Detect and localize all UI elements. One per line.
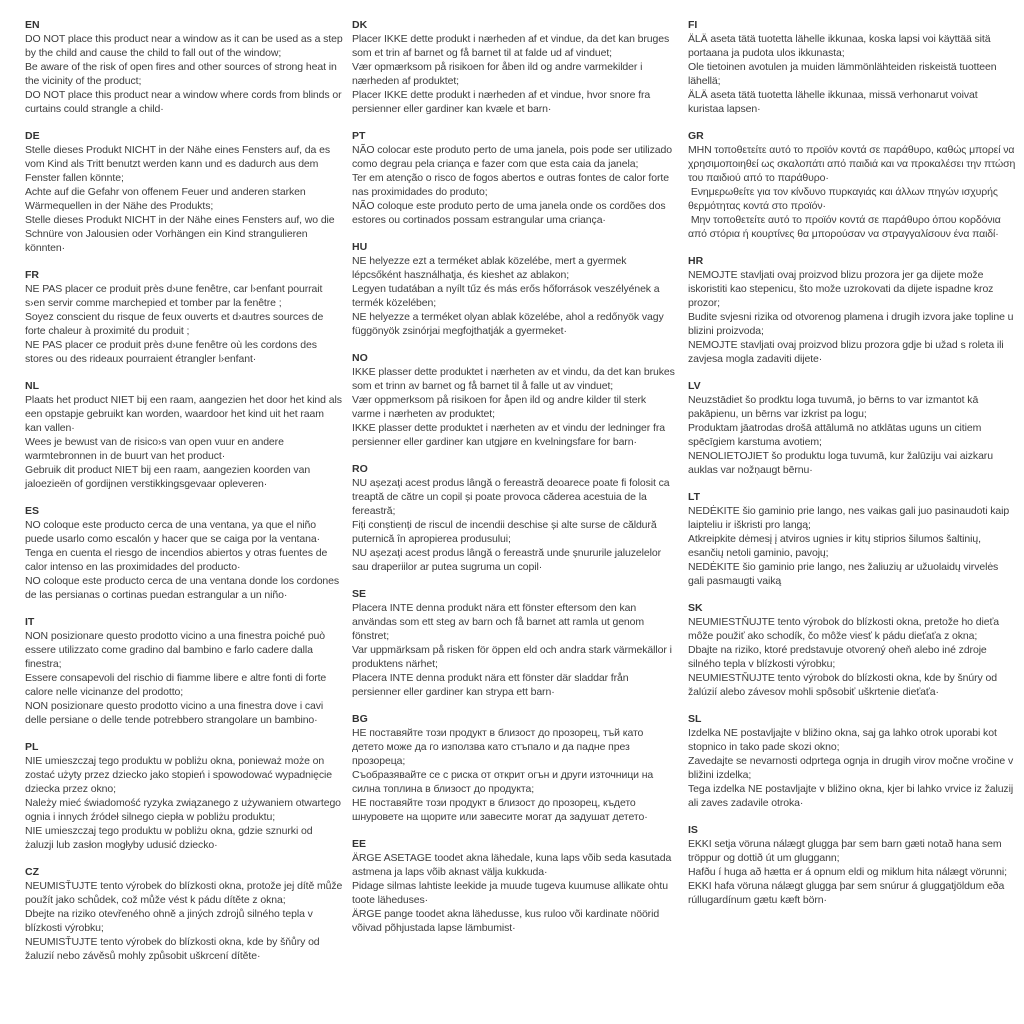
warning-paragraph: Tenga en cuenta el riesgo de incendios abiertos y otras fuentes de calor intenso en las proximidades del producto· xyxy=(25,547,331,573)
language-section xyxy=(352,587,677,699)
warning-paragraph: Vær oppmerksom på risikoen for åpen ild og andre kilder til sterk varme i nærheten av produktet; xyxy=(352,394,649,420)
language-section xyxy=(25,615,343,727)
language-section xyxy=(352,240,677,338)
warning-paragraph: Fiți conștienți de riscul de incendii deschise și alte surse de căldură puternică în apropierea produsului; xyxy=(352,519,660,545)
language-section xyxy=(352,351,677,449)
language-code-heading: LV xyxy=(688,380,701,392)
warning-paragraph: NU așezați acest produs lângă o fereastră deoarece poate fi folosit ca treaptă de către un copil și poate provoca căderea acestuia de la fereastră; xyxy=(352,477,673,517)
warning-paragraph: Neuzstādiet šo prodktu loga tuvumā, jo bērns to var izmantot kā pakāpienu, un bērns var izkrist pa logu; xyxy=(688,394,982,420)
warning-paragraph: DO NOT place this product near a window as it can be used as a step by the child and cause the child to fall out of the window; xyxy=(25,33,346,59)
warnings-column-right xyxy=(688,18,1019,920)
warning-paragraph: NON posizionare questo prodotto vicino a una finestra poiché può essere utilizzato come gradino dal bambino e farlo cadere dalla finestra; xyxy=(25,630,328,670)
warning-paragraph: Zavedajte se nevarnosti odprtega ognja in drugih virov močne vročine v bližini izdelka; xyxy=(688,755,1016,781)
language-code-heading: EN xyxy=(25,19,40,31)
language-section xyxy=(25,129,343,255)
warnings-column-left xyxy=(25,18,346,976)
language-code-heading: DK xyxy=(352,19,368,31)
warning-paragraph: NE PAS placer ce produit près d›une fenêtre où les cordons des stores ou des rideaux pourraient étrangler l›enfant· xyxy=(25,339,320,365)
warning-paragraph: IKKE plasser dette produktet i nærheten av et vindu, da det kan brukes som et trinn av barnet og få barnet til å falle ut av vinduet; xyxy=(352,366,678,392)
language-code-heading: IT xyxy=(25,616,35,628)
warning-paragraph: ÄRGE pange toodet akna lähedusse, kus ruloo või kardinate nöörid võivad põhjustada lapse lämbumist· xyxy=(352,908,662,934)
warning-paragraph: Tega izdelka NE postavljajte v bližino okna, kjer bi lahko vrvice iz žaluzij ali zaves zadavile otroka· xyxy=(688,783,1016,809)
language-section xyxy=(352,462,677,574)
warning-paragraph: Stelle dieses Produkt NICHT in der Nähe eines Fensters auf, da es vom Kind als Tritt benutzt werden kann und es dadurch aus dem Fenster fallen könnte; xyxy=(25,144,333,184)
warning-paragraph: NEDĖKITE šio gaminio prie lango, nes žaliuzių ar užuolaidų virvelės gali pasmaugti vaiką xyxy=(688,561,1002,587)
warning-paragraph: Var uppmärksam på risken för öppen eld och andra stark värmekällor i produktens närhet; xyxy=(352,644,675,670)
language-code-heading: HR xyxy=(688,255,704,267)
language-code-heading: FR xyxy=(25,269,39,281)
language-code-heading: PT xyxy=(352,130,366,142)
warning-paragraph: NEUMISŤUJTE tento výrobek do blízkosti okna, protože jej dítě může použít jako schůdek, což může vést k pádu dítěte z okna; xyxy=(25,880,346,906)
warning-paragraph: Hafðu í huga að hætta er á opnum eldi og miklum hita nálægt vörunni; xyxy=(688,866,1007,878)
language-section xyxy=(688,823,1016,907)
warning-paragraph: NO coloque este producto cerca de una ventana, ya que el niño puede usarlo como escalón y hacer que se caiga por la ventana· xyxy=(25,519,320,545)
warning-paragraph: Ter em atenção o risco de fogos abertos e outras fontes de calor forte nas proximidades do produto; xyxy=(352,172,672,198)
warning-paragraph: Pidage silmas lahtiste leekide ja muude tugeva kuumuse allikate ohtu toote läheduses· xyxy=(352,880,671,906)
language-section xyxy=(688,379,1016,477)
warning-paragraph: Placera INTE denna produkt nära ett fönster där sladdar från persienner eller gardiner kan strypa ett barn· xyxy=(352,672,632,698)
warning-paragraph: Achte auf die Gefahr von offenem Feuer und anderen starken Wärmequellen in der Nähe des Produkts; xyxy=(25,186,309,212)
warning-paragraph: Μην τοποθετείτε αυτό το προϊόν κοντά σε παράθυρο όπου κορδόνια από στόρια ή κουρτίνες θα μπορούσαν να στραγγαλίσουν ένα παιδί· xyxy=(688,214,1004,240)
language-code-heading: GR xyxy=(688,130,704,142)
warning-paragraph: Gebruik dit product NIET bij een raam, aangezien koorden van jaloezieën of gordijnen verstikkingsgevaar opleveren· xyxy=(25,464,313,490)
warning-paragraph: IKKE plasser dette produktet i nærheten av et vindu der ledninger fra persienner eller gardiner kan utgjøre en kvelningsfare for barn· xyxy=(352,422,668,448)
language-code-heading: RO xyxy=(352,463,368,475)
language-code-heading: BG xyxy=(352,713,368,725)
language-section xyxy=(688,490,1016,588)
warning-paragraph: ΜΗΝ τοποθετείτε αυτό το προϊόν κοντά σε παράθυρο, καθώς μπορεί να χρησιμοποιηθεί ως σκαλοπάτι από παιδιά και να προκαλέσει την πτώση του παιδιού από το παράθυρο· xyxy=(688,144,1019,184)
language-section xyxy=(25,18,346,116)
language-code-heading: CZ xyxy=(25,866,39,878)
language-section xyxy=(688,254,1016,366)
warnings-column-middle xyxy=(352,18,677,948)
language-code-heading: LT xyxy=(688,491,701,503)
language-section xyxy=(352,18,677,116)
language-code-heading: DE xyxy=(25,130,40,142)
language-section xyxy=(25,504,343,602)
warning-paragraph: EKKI setja vöruna nálægt glugga þar sem barn gæti notað hana sem tröppur og dottið út um gluggann; xyxy=(688,838,1005,864)
warning-paragraph: Legyen tudatában a nyílt tűz és más erős hőforrások veszélyének a termék közelében; xyxy=(352,283,663,309)
warning-paragraph: NÃO coloque este produto perto de uma janela onde os cordões dos estores ou cortinados possam estrangular uma criança· xyxy=(352,200,669,226)
warning-paragraph: Wees je bewust van de risico›s van open vuur en andere warmtebronnen in de buurt van het product· xyxy=(25,436,287,462)
warning-paragraph: ÄLÄ aseta tätä tuotetta lähelle ikkunaa, koska lapsi voi käyttää sitä portaana ja pudota ulos ikkunasta; xyxy=(688,33,994,59)
language-code-heading: NL xyxy=(25,380,39,392)
warning-paragraph: NIE umieszczaj tego produktu w pobliżu okna, gdzie sznurki od żaluzji lub zasłon mogłyby udusić dziecko· xyxy=(25,825,316,851)
language-code-heading: HU xyxy=(352,241,368,253)
warning-paragraph: Budite svjesni rizika od otvorenog plamena i drugih izvora jake topline u blizini proizvoda; xyxy=(688,311,1017,337)
warning-paragraph: Produktam jāatrodas drošā attālumā no atklātas uguns un citiem spēcīgiem karstuma avotiem; xyxy=(688,422,985,448)
language-code-heading: FI xyxy=(688,19,698,31)
language-section xyxy=(352,129,677,227)
warning-paragraph: Stelle dieses Produkt NICHT in der Nähe eines Fensters auf, wo die Schnüre von Jalousien oder Vorhängen ein Kind strangulieren könnten· xyxy=(25,214,338,254)
language-section xyxy=(25,740,343,852)
language-section xyxy=(25,865,346,963)
warning-paragraph: NEUMISŤUJTE tento výrobek do blízkosti okna, kde by šňůry od žaluzií nebo závěsů mohly způsobit uškrcení dítěte· xyxy=(25,936,323,962)
warning-paragraph: NÃO colocar este produto perto de uma janela, pois pode ser utilizado como degrau pela criança e fazer com que esta caia da janela; xyxy=(352,144,675,170)
warning-paragraph: ÄLÄ aseta tätä tuotetta lähelle ikkunaa, missä verhonarut voivat kuristaa lapsen· xyxy=(688,89,981,115)
warning-paragraph: Plaats het product NIET bij een raam, aangezien het door het kind als een opstapje gebruikt kan worden, waardoor het kind uit het raam kan vallen· xyxy=(25,394,345,434)
warning-paragraph: Be aware of the risk of open fires and other sources of strong heat in the vicinity of the product; xyxy=(25,61,340,87)
language-section xyxy=(688,712,1016,810)
language-section xyxy=(25,379,343,491)
language-code-heading: EE xyxy=(352,838,367,850)
warning-paragraph: NEMOJTE stavljati ovaj proizvod blizu prozora gdje bi užad s roleta ili zavjesa mogla zadaviti dijete· xyxy=(688,339,1007,365)
warning-paragraph: Należy mieć świadomość ryzyka związanego z używaniem otwartego ognia i innych źródeł silnego ciepła w pobliżu produktu; xyxy=(25,797,344,823)
language-code-heading: SE xyxy=(352,588,367,600)
warning-paragraph: NENOLIETOJIET šo produktu loga tuvumā, kur žalūziju vai aizkaru auklas var nožņaugt bērnu· xyxy=(688,450,996,476)
warning-paragraph: НЕ поставяйте този продукт в близост до прозорец, където шнуровете на щорите или завесите могат да задушат детето· xyxy=(352,797,648,823)
warning-paragraph: NO coloque este producto cerca de una ventana donde los cordones de las persianas o cortinas puedan estrangular a un niño· xyxy=(25,575,342,601)
warning-paragraph: НЕ поставяйте този продукт в близост до прозорец, тъй като детето може да го използва като стъпало и да падне през прозореца; xyxy=(352,727,647,767)
language-code-heading: PL xyxy=(25,741,39,753)
language-code-heading: IS xyxy=(688,824,698,836)
warning-paragraph: Dbejte na riziko otevřeného ohně a jiných zdrojů silného tepla v blízkosti výrobku; xyxy=(25,908,316,934)
warning-paragraph: Izdelka NE postavljajte v bližino okna, saj ga lahko otrok uporabi kot stopnico in tako pade skozi okno; xyxy=(688,727,1000,753)
warning-paragraph: NEUMIESTŇUJTE tento výrobok do blízkosti okna, pretože ho dieťa môže použiť ako schodík, čo môže viesť k pádu dieťaťa z okna; xyxy=(688,616,1002,642)
warning-paragraph: NE helyezze ezt a terméket ablak közelébe, mert a gyermek lépcsőként használhatja, és kieshet az ablakon; xyxy=(352,255,630,281)
warning-paragraph: Vær opmærksom på risikoen for åben ild og andre varmekilder i nærheden af produktet; xyxy=(352,61,646,87)
warning-paragraph: Съобразявайте се с риска от открит огън и други източници на силна топлина в близост до продукта; xyxy=(352,769,656,795)
warning-paragraph: EKKI hafa vöruna nálægt glugga þar sem snúrur á gluggatjöldum eða rúllugardínum gætu kæft börn· xyxy=(688,880,1008,906)
warning-paragraph: NEUMIESTŇUJTE tento výrobok do blízkosti okna, kde by šnúry od žalúzií alebo závesov mohli spôsobiť uškrtenie dieťaťa· xyxy=(688,672,1000,698)
language-section xyxy=(25,268,343,366)
warning-paragraph: NEDĖKITE šio gaminio prie lango, nes vaikas gali juo pasinaudoti kaip laipteliu ir iškristi pro langą; xyxy=(688,505,1012,531)
warning-paragraph: Placera INTE denna produkt nära ett fönster eftersom den kan användas som ett steg av barn och få barnet att ramla ut genom fönstret; xyxy=(352,602,647,642)
language-section xyxy=(352,837,677,935)
warning-paragraph: Placer IKKE dette produkt i nærheden af et vindue, da det kan bruges som et trin af barnet og få barnet til at falde ud af vinduet; xyxy=(352,33,672,59)
warning-paragraph: DO NOT place this product near a window where cords from blinds or curtains could strangle a child· xyxy=(25,89,345,115)
language-code-heading: ES xyxy=(25,505,40,517)
warning-paragraph: Ole tietoinen avotulen ja muiden lämmönlähteiden riskeistä tuotteen lähellä; xyxy=(688,61,1000,87)
warning-paragraph: NE PAS placer ce produit près d›une fenêtre, car l›enfant pourrait s›en servir comme marchepied et tomber par la fenêtre ; xyxy=(25,283,326,309)
warning-paragraph: Placer IKKE dette produkt i nærheden af et vindue, hvor snore fra persienner eller gardiner kan kvæle et barn· xyxy=(352,89,654,115)
warning-paragraph: Ενημερωθείτε για τον κίνδυνο πυρκαγιάς και άλλων πηγών ισχυρής θερμότητας κοντά στο προϊόν· xyxy=(688,186,1001,212)
language-code-heading: NO xyxy=(352,352,368,364)
language-code-heading: SL xyxy=(688,713,702,725)
warning-paragraph: Atkreipkite dėmesį į atviros ugnies ir kitų stiprios šilumos šaltinių, esančių netoli gaminio, pavojų; xyxy=(688,533,984,559)
warning-paragraph: NIE umieszczaj tego produktu w pobliżu okna, ponieważ może on zostać użyty przez dziecko jako stopień i spowodować wypadnięcie dziecka przez okno; xyxy=(25,755,335,795)
warning-paragraph: ÄRGE ASETAGE toodet akna lähedale, kuna laps võib seda kasutada astmena ja laps võib aknast välja kukkuda· xyxy=(352,852,675,878)
warning-paragraph: NE helyezze a terméket olyan ablak közelébe, ahol a redőnyök vagy függönyök zsinórjai megfojthatják a gyermeket· xyxy=(352,311,667,337)
warning-paragraph: NON posizionare questo prodotto vicino a una finestra dove i cavi delle persiane o delle tende potrebbero strangolare un bambino· xyxy=(25,700,326,726)
language-code-heading: SK xyxy=(688,602,703,614)
warning-paragraph: Dbajte na riziko, ktoré predstavuje otvorený oheň alebo iné zdroje silného tepla v blízkosti výrobku; xyxy=(688,644,990,670)
warning-paragraph: Essere consapevoli del rischio di fiamme libere e altre fonti di forte calore nelle vicinanze del prodotto; xyxy=(25,672,329,698)
language-section xyxy=(688,601,1016,699)
warning-paragraph: NU așezați acest produs lângă o fereastră unde șnururile jaluzelelor sau draperiilor ar putea sugruma un copil· xyxy=(352,547,664,573)
language-section xyxy=(352,712,677,824)
warning-paragraph: NEMOJTE stavljati ovaj proizvod blizu prozora jer ga dijete može iskoristiti kao stepenicu, što može uzrokovati da dijete ispadne kroz prozor; xyxy=(688,269,997,309)
language-section xyxy=(688,129,1019,241)
language-section xyxy=(688,18,1016,116)
warning-paragraph: Soyez conscient du risque de feux ouverts et d›autres sources de forte chaleur à proximité du produit ; xyxy=(25,311,327,337)
